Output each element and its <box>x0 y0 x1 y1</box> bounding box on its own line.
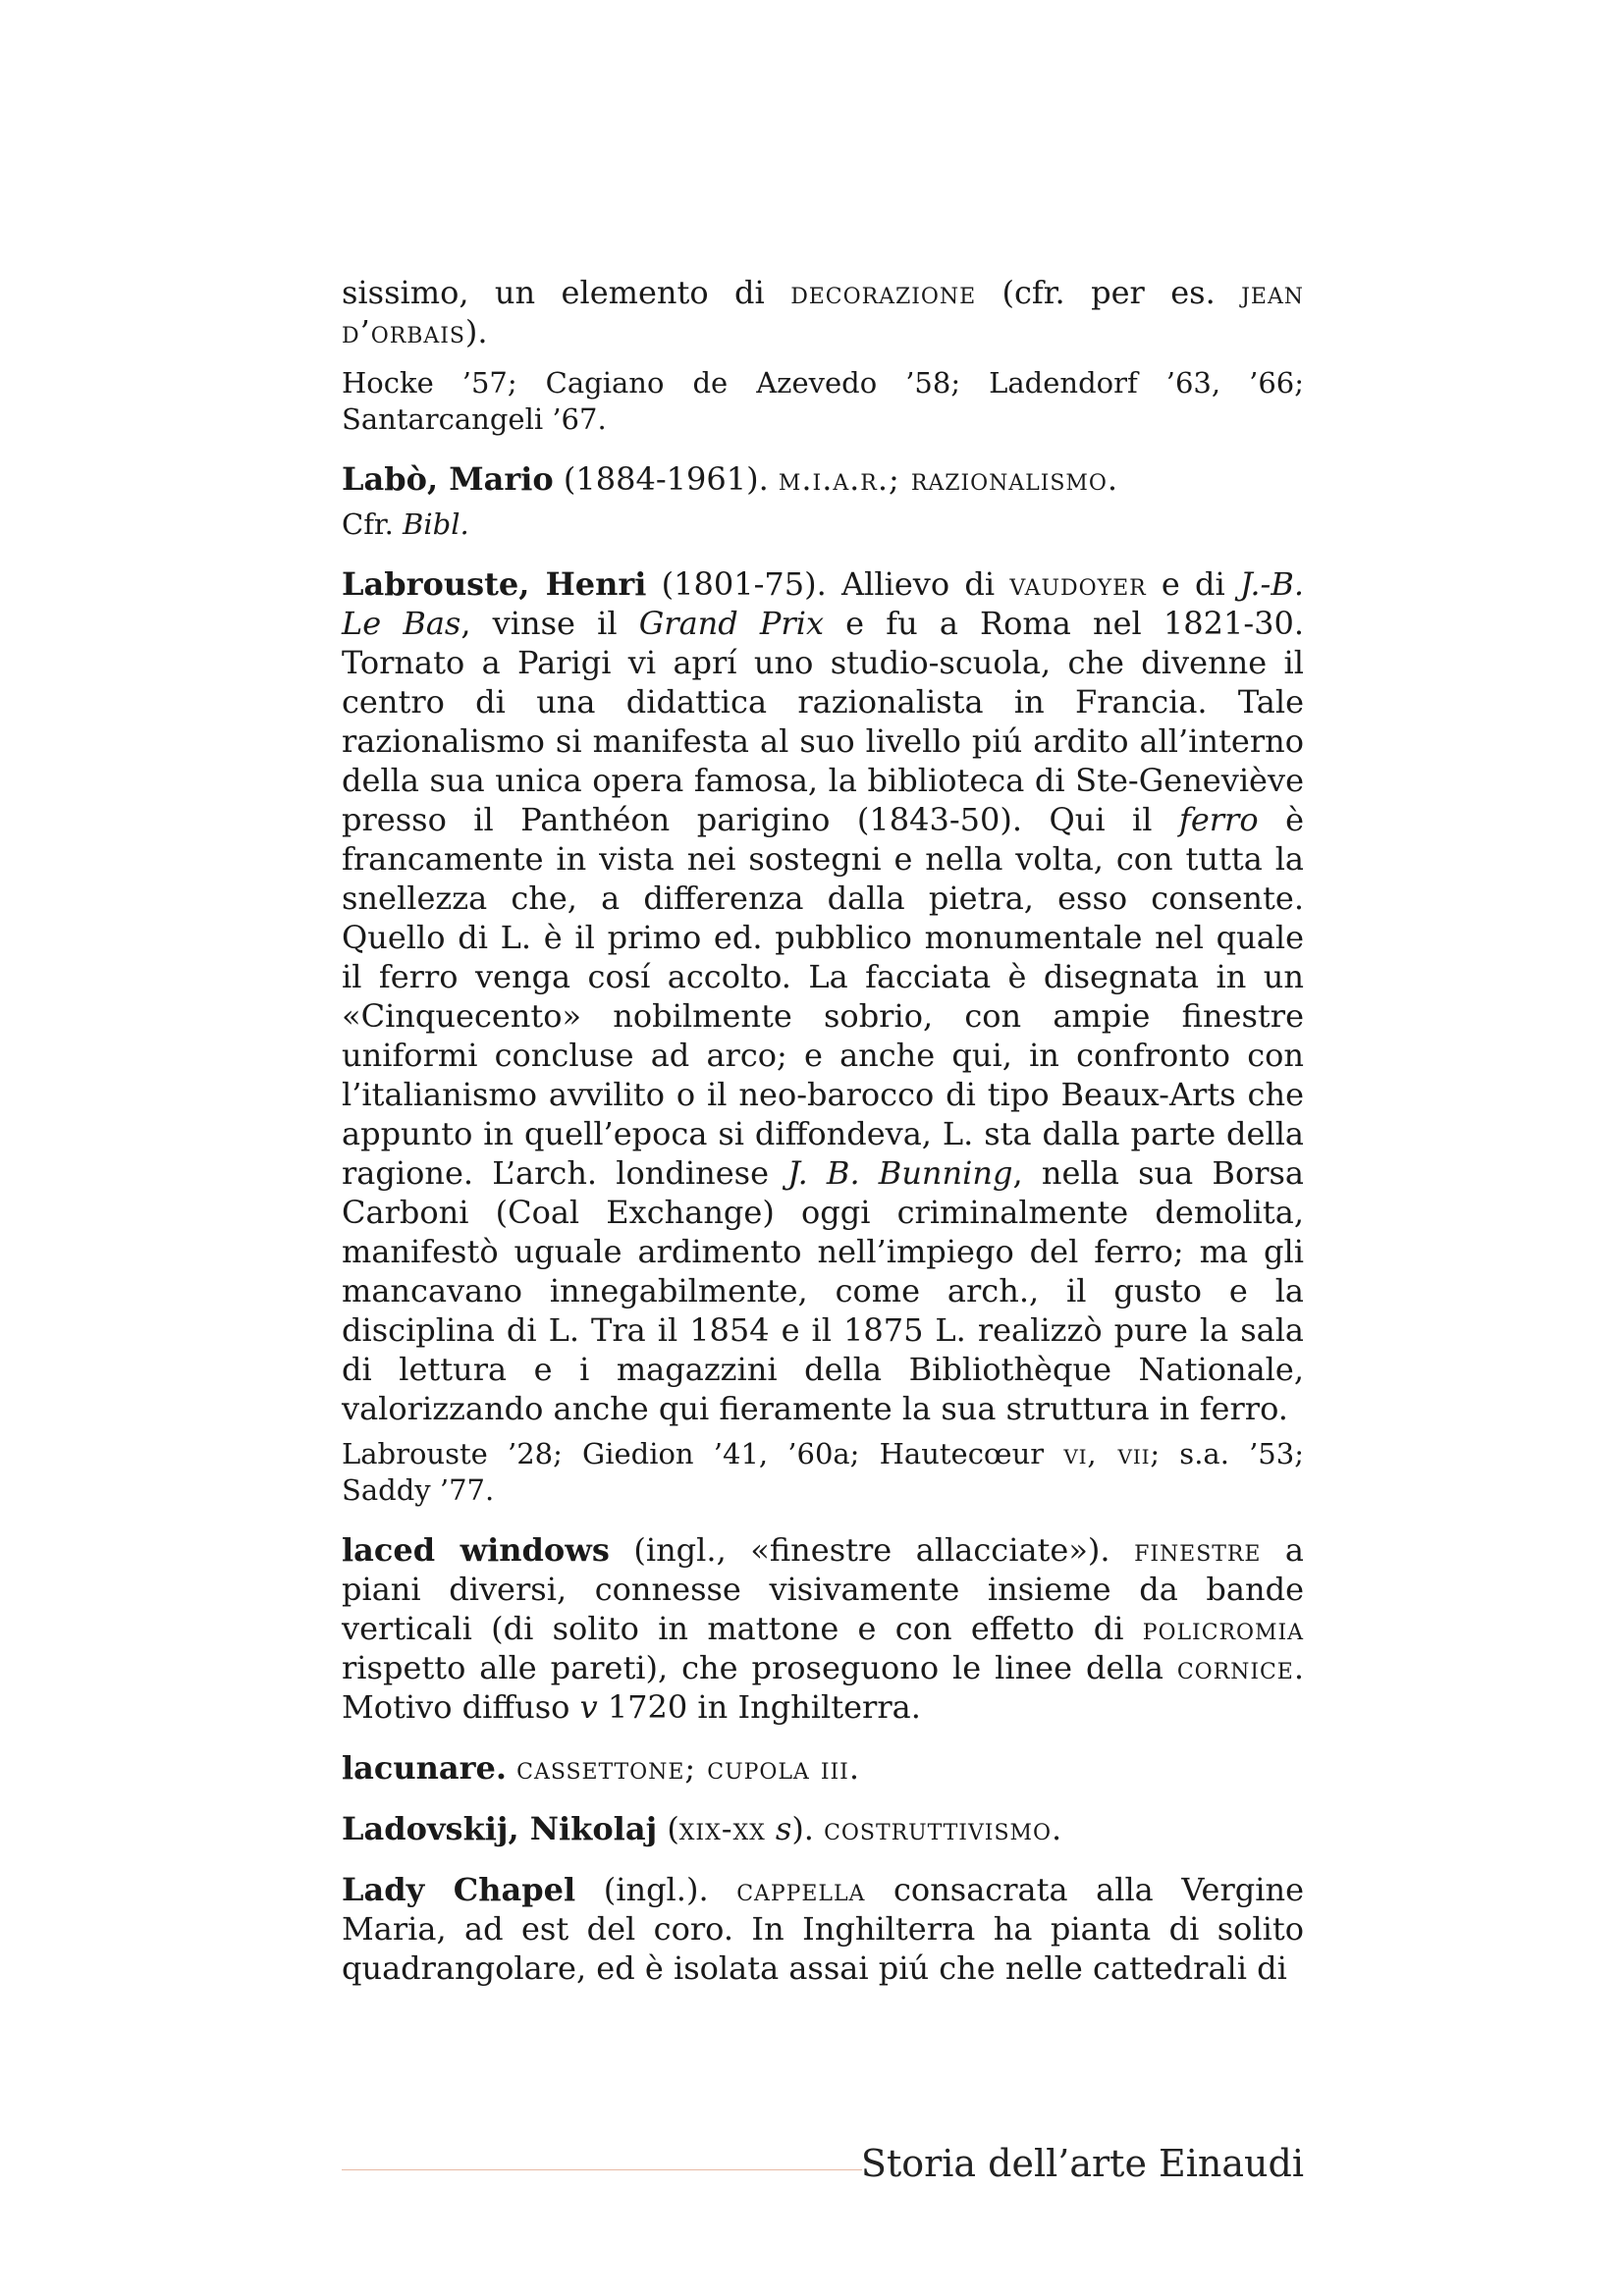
headword: Ladovskij, Nikolaj <box>342 1810 658 1847</box>
entry-text: (1884-1961). <box>553 460 779 498</box>
entry-text: (ingl.). <box>575 1871 737 1908</box>
entry-text: e fu a Roma nel 1821-30. Tornato a Parigi vi aprí uno studio-scuola, che divenne il centro di una didattica razionalista in Francia. Tale razionalismo si manifesta al suo livello piú ardito all’interno della sua unica opera famosa, la biblioteca di Ste-Geneviève presso il Panthéon parigino (1843-50). Qui il <box>342 605 1305 838</box>
entry-text: , vinse il <box>460 605 639 642</box>
italic-term: Grand Prix <box>638 605 825 642</box>
entry-text: (ingl., «finestre allacciate»). <box>609 1531 1135 1569</box>
italic-term: s <box>775 1810 792 1847</box>
bib-volume: vi, vii <box>1063 1437 1151 1470</box>
entry-text: e di <box>1146 565 1240 603</box>
entry-lacunare <box>342 1748 1304 1788</box>
cross-reference: m.i.a.r.; razionalismo. <box>778 460 1119 498</box>
entry-text: , nella sua Borsa Carboni (Coal Exchange) oggi criminalmente demolita, manifestò uguale ardimento nell’impiego del ferro; ma gli mancavano innegabilmente, come arch., il gusto e la disciplina di L. Tra il 1854 e il 1875 L. realizzò pure la sala di lettura e i magazzini della Bibliothèque Nationale, valorizzando anche qui fieramente la sua struttura in ferro. <box>342 1154 1305 1427</box>
entry-text <box>766 1810 776 1847</box>
footer-rule <box>342 2169 862 2170</box>
cross-reference: jean d’orbais <box>342 274 1305 350</box>
bib-text: Cfr. <box>342 507 404 541</box>
entry-laced-windows <box>342 1530 1304 1727</box>
cross-reference: costruttivismo. <box>824 1810 1063 1847</box>
page-footer <box>342 2140 1304 2187</box>
entry-text <box>507 1749 516 1787</box>
text-column <box>342 273 1304 2003</box>
bibliography-continuation: Hocke ’57; Cagiano de Azevedo ’58; Ladendorf ’63, ’66; Santarcangeli ’67. <box>342 366 1304 436</box>
entry-text: (cfr. per es. <box>976 274 1242 311</box>
entry-labrouste <box>342 564 1304 1428</box>
headword: Labrouste, Henri <box>342 565 647 603</box>
entry-text: . Motivo diffuso <box>342 1649 1304 1726</box>
headword: Lady Chapel <box>342 1871 576 1908</box>
entry-text: è francamente in vista nei sostegni e nella volta, con tutta la snellezza che, a differenza dalla pietra, esso consente. Quello di L. è il primo ed. pubblico monumentale nel quale il ferro venga cosí accolto. La facciata è disegnata in un «Cinquecento» nobilmente sobrio, con ampie finestre uniformi concluse ad arco; e anche qui, in confronto con l’italianismo avvilito o il neo-barocco di tipo Beaux-Arts che appunto in quell’epoca si diffondeva, L. sta dalla parte della ragione. L’arch. londinese <box>342 801 1305 1192</box>
entry-text: a piani diversi, connesse visivamente insieme da bande verticali (di solito in mattone e con effetto di <box>342 1531 1305 1647</box>
bib-text: Labrouste ’28; Giedion ’41, ’60a; Hautecœur <box>342 1437 1064 1470</box>
cross-reference: vaudoyer <box>1009 565 1147 603</box>
headword: lacunare. <box>342 1749 507 1787</box>
italic-term: ferro <box>1178 801 1259 838</box>
entry-text: (1801-75). Allievo di <box>646 565 1010 603</box>
entry-text: ). <box>464 313 488 350</box>
cross-reference: cornice <box>1176 1649 1294 1686</box>
entry-continuation <box>342 273 1304 351</box>
cross-reference: finestre <box>1134 1531 1262 1569</box>
entry-text: ). <box>791 1810 825 1847</box>
entry-text: 1720 in Inghilterra. <box>597 1688 921 1726</box>
bibliography-labo <box>342 507 1304 543</box>
cross-reference: policromia <box>1142 1610 1304 1647</box>
century-range: xix-xx <box>678 1810 766 1847</box>
entry-text: sissimo, un elemento di <box>342 274 791 311</box>
entry-ladovskij <box>342 1809 1304 1848</box>
publisher-title: Storia dell’arte Einaudi <box>860 2142 1304 2185</box>
italic-name: J. B. Bunning <box>787 1154 1013 1192</box>
italic-name: J.-B. Le Bas <box>342 565 1305 642</box>
headword: Labò, Mario <box>342 460 554 498</box>
entry-text: ( <box>657 1810 679 1847</box>
entry-lady-chapel <box>342 1870 1304 1988</box>
cross-reference: decorazione <box>790 274 977 311</box>
entry-labo <box>342 459 1304 499</box>
headword: laced windows <box>342 1531 610 1569</box>
cross-reference: cappella <box>736 1871 866 1908</box>
cross-reference: cassettone; cupola iii. <box>516 1749 860 1787</box>
bib-italic: Bibl. <box>403 507 469 541</box>
entry-text: rispetto alle pareti), che proseguono le linee della <box>342 1649 1177 1686</box>
bib-text: ; s.a. ’53; Saddy ’77. <box>342 1437 1304 1507</box>
entry-text: consacrata alla Vergine Maria, ad est del coro. In Inghilterra ha pianta di solito quadrangolare, ed è isolata assai piú che nelle cattedrali di <box>342 1871 1305 1987</box>
italic-term: v <box>579 1688 598 1726</box>
bibliography-labrouste <box>342 1436 1304 1509</box>
